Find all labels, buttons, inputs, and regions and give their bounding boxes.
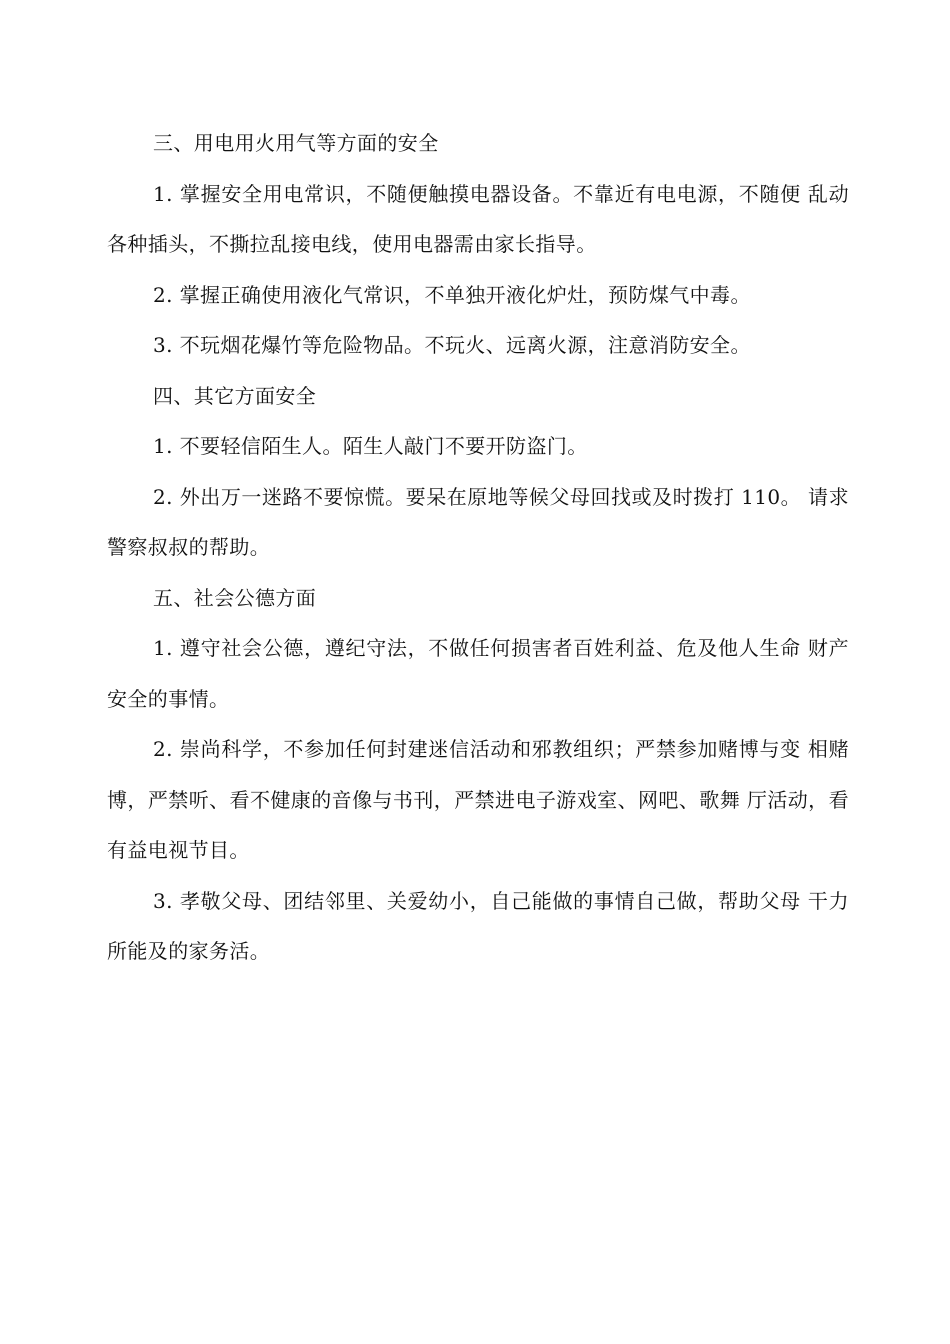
other-safety-rule-2: 2. 外出万一迷路不要惊慌。要呆在原地等候父母回找或及时拨打 110。 请求警察叔叔的帮助。 [107, 484, 849, 559]
gas-rule-2: 2. 掌握正确使用液化气常识，不单独开液化炉灶，预防煤气中毒。 [153, 282, 751, 307]
social-morality-rule-1: 1. 遵守社会公德，遵纪守法，不做任何损害者百姓利益、危及他人生命 财产安全的事情。 [107, 636, 849, 711]
fire-rule-3: 3. 不玩烟花爆竹等危险物品。不玩火、远离火源，注意消防安全。 [153, 333, 751, 357]
social-morality-rule-3: 3. 孝敬父母、团结邻里、关爱幼小，自己能做的事情自己做，帮助父母 干力所能及的家务活。 [107, 888, 849, 963]
document-body [107, 118, 849, 977]
social-morality-rule-2: 2. 崇尚科学，不参加任何封建迷信活动和邪教组织；严禁参加赌博与变 相赌博，严禁听、看不健康的音像与书刊，严禁进电子游戏室、网吧、歌舞 厅活动，看有益电视节目。 [107, 737, 849, 862]
section-heading-other-safety: 四、其它方面安全 [153, 383, 317, 408]
section-heading-electricity-fire-gas: 三、用电用火用气等方面的安全 [153, 131, 439, 155]
section-heading-social-morality: 五、社会公德方面 [153, 585, 317, 610]
other-safety-rule-1: 1. 不要轻信陌生人。陌生人敲门不要开防盗门。 [153, 434, 588, 458]
electricity-rule-1: 1. 掌握安全用电常识，不随便触摸电器设备。不靠近有电电源，不随便 乱动各种插头，不撕拉乱接电线，使用电器需由家长指导。 [107, 181, 849, 256]
